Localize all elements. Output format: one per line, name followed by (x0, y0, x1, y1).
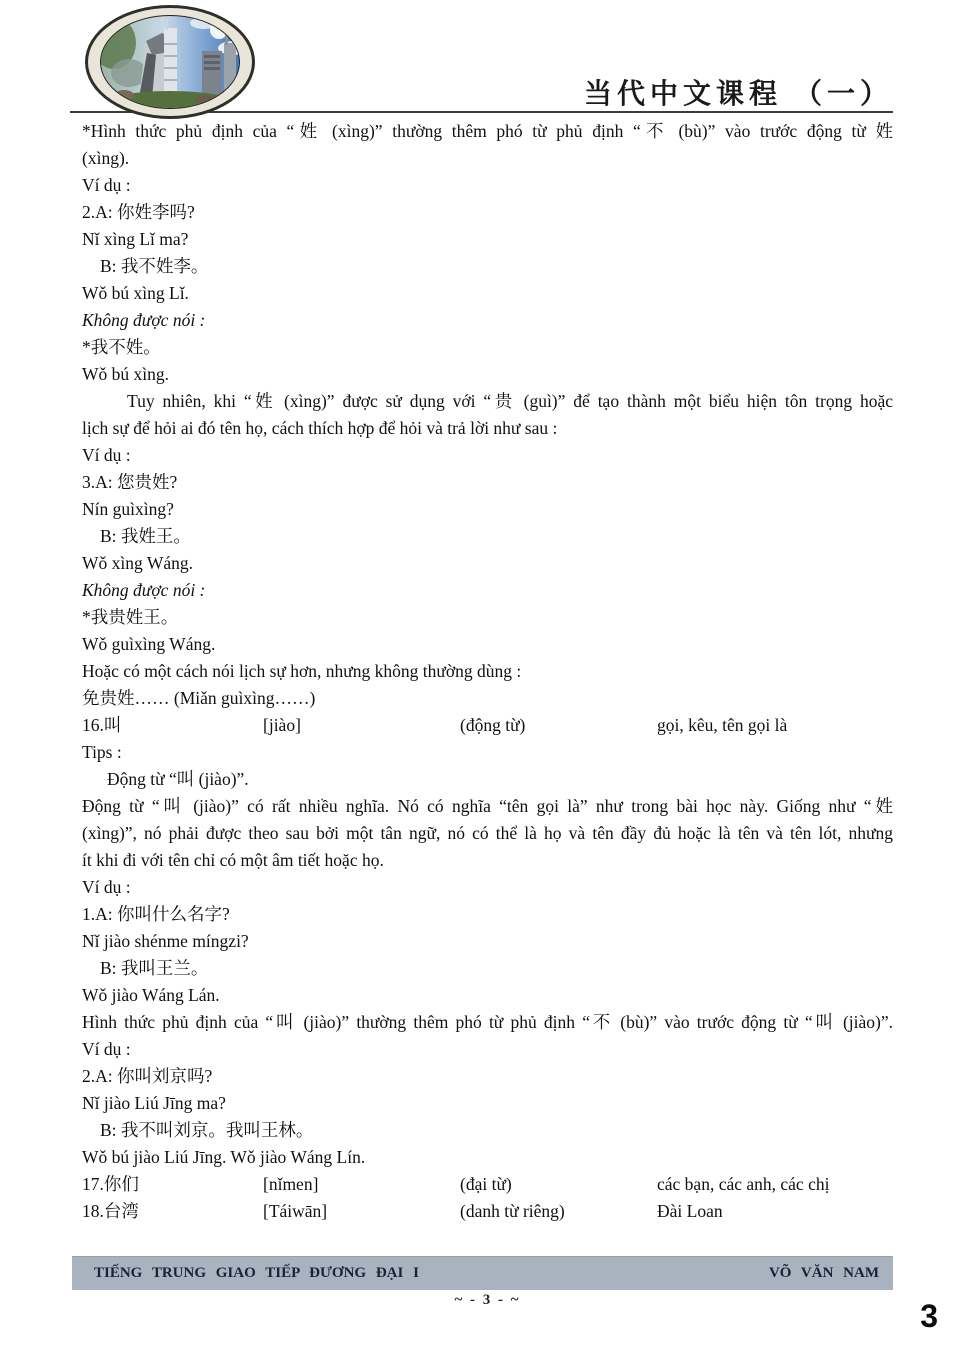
text-line: 免贵姓…… (Miǎn guìxìng……) (82, 688, 316, 708)
china-city-skyline-logo-icon (84, 3, 256, 121)
example-label: Ví dụ : (82, 1039, 131, 1059)
note-label: Không được nói : (82, 310, 206, 330)
text-line: Động từ “叫 (jiào)” có rất nhiều nghĩa. Nó có nghĩa “tên gọi là” như trong bài học này. Giống như “姓 (82, 796, 893, 816)
text-line: Hình thức phủ định của “叫 (jiào)” thường thêm phó từ phủ định “不 (bù)” vào trước động từ “叫 (jiào)”. (82, 1012, 893, 1032)
dialog-line-pinyin: Wǒ guìxìng Wáng. (82, 634, 216, 654)
note-label: Không được nói : (82, 580, 206, 600)
vocab-pos: (danh từ riêng) (460, 1201, 565, 1221)
vocab-word: 16.叫 (82, 715, 122, 735)
page-number-marker: ~ - 3 - ~ (454, 1292, 521, 1308)
dialog-line-chinese: *我贵姓王。 (82, 607, 179, 627)
dialog-line-chinese: B: 我叫王兰。 (100, 958, 209, 978)
footer-author: VÕ VĂN NAM (768, 1265, 879, 1281)
text-line: Tuy nhiên, khi “姓 (xìng)” được sử dụng với “贵 (guì)” để tạo thành một biểu hiện tôn trọng hoặc (127, 391, 893, 411)
vocab-row (82, 1198, 893, 1225)
vocab-row (82, 1171, 893, 1198)
dialog-line-chinese: 3.A: 您贵姓? (82, 472, 178, 492)
page-body (82, 118, 893, 1225)
dialog-line-pinyin: Nǐ jiào Liú Jīng ma? (82, 1093, 226, 1113)
dialog-line-pinyin: Wǒ jiào Wáng Lán. (82, 985, 220, 1005)
text-line: Hoặc có một cách nói lịch sự hơn, nhưng không thường dùng : (82, 661, 522, 681)
example-label: Ví dụ : (82, 877, 131, 897)
vocab-meaning: các bạn, các anh, các chị (657, 1174, 830, 1194)
dialog-line-pinyin: Nín guìxìng? (82, 499, 174, 519)
dialog-line-chinese: *我不姓。 (82, 337, 161, 357)
vocab-pinyin: [Táiwān] (263, 1201, 328, 1221)
text-line: *Hình thức phủ định của “姓 (xìng)” thường thêm phó từ phủ định “不 (bù)” vào trước động từ 姓 (82, 121, 893, 141)
dialog-line-pinyin: Wǒ bú xìng. (82, 364, 170, 384)
dialog-line-chinese: 2.A: 你姓李吗? (82, 202, 195, 222)
dialog-line-pinyin: Wǒ bú xìng Lǐ. (82, 283, 189, 303)
text-line: ít khi đi với tên chỉ có một âm tiết hoặc họ. (82, 850, 384, 870)
footer-bar (72, 1256, 893, 1290)
example-label: Ví dụ : (82, 175, 131, 195)
vocab-pinyin: [nǐmen] (263, 1174, 319, 1194)
dialog-line-pinyin: Wǒ bú jiào Liú Jīng. Wǒ jiào Wáng Lín. (82, 1147, 366, 1167)
footer-series-title: TIẾNG TRUNG GIAO TIẾP ĐƯƠNG ĐẠI I (94, 1265, 419, 1281)
dialog-line-chinese: B: 我姓王。 (100, 526, 191, 546)
dialog-line-chinese: B: 我不叫刘京。我叫王林。 (100, 1120, 314, 1140)
text-line: Động từ “叫 (jiào)”. (107, 769, 249, 789)
dialog-line-chinese: 2.A: 你叫刘京吗? (82, 1066, 213, 1086)
text-line: (xìng)”, nó phải được theo sau bởi một tân ngữ, nó có thể là họ và tên đầy đủ hoặc là tên và tên lót, nhưng (82, 823, 893, 843)
dialog-line-chinese: B: 我不姓李。 (100, 256, 209, 276)
text-line: lịch sự để hỏi ai đó tên họ, cách thích hợp để hỏi và trả lời như sau : (82, 418, 558, 438)
vocab-meaning: gọi, kêu, tên gọi là (657, 715, 788, 735)
course-title-calligraphy: 当代中文课程 （一） (583, 79, 893, 110)
text-line: (xìng). (82, 148, 130, 168)
vocab-pos: (đại từ) (460, 1174, 512, 1194)
vocab-pos: (động từ) (460, 715, 526, 735)
dialog-line-chinese: 1.A: 你叫什么名字? (82, 904, 230, 924)
vocab-meaning: Đài Loan (657, 1201, 723, 1221)
vocab-word: 18.台湾 (82, 1201, 139, 1221)
vocab-row (82, 712, 893, 739)
dialog-line-pinyin: Wǒ xìng Wáng. (82, 553, 193, 573)
vocab-pinyin: [jiào] (263, 715, 301, 735)
example-label: Ví dụ : (82, 445, 131, 465)
tips-label: Tips : (82, 742, 122, 762)
dialog-line-pinyin: Nǐ xìng Lǐ ma? (82, 229, 189, 249)
dialog-line-pinyin: Nǐ jiào shénme míngzi? (82, 931, 249, 951)
corner-page-number: 3 (920, 1298, 938, 1334)
vocab-word: 17.你们 (82, 1174, 139, 1194)
